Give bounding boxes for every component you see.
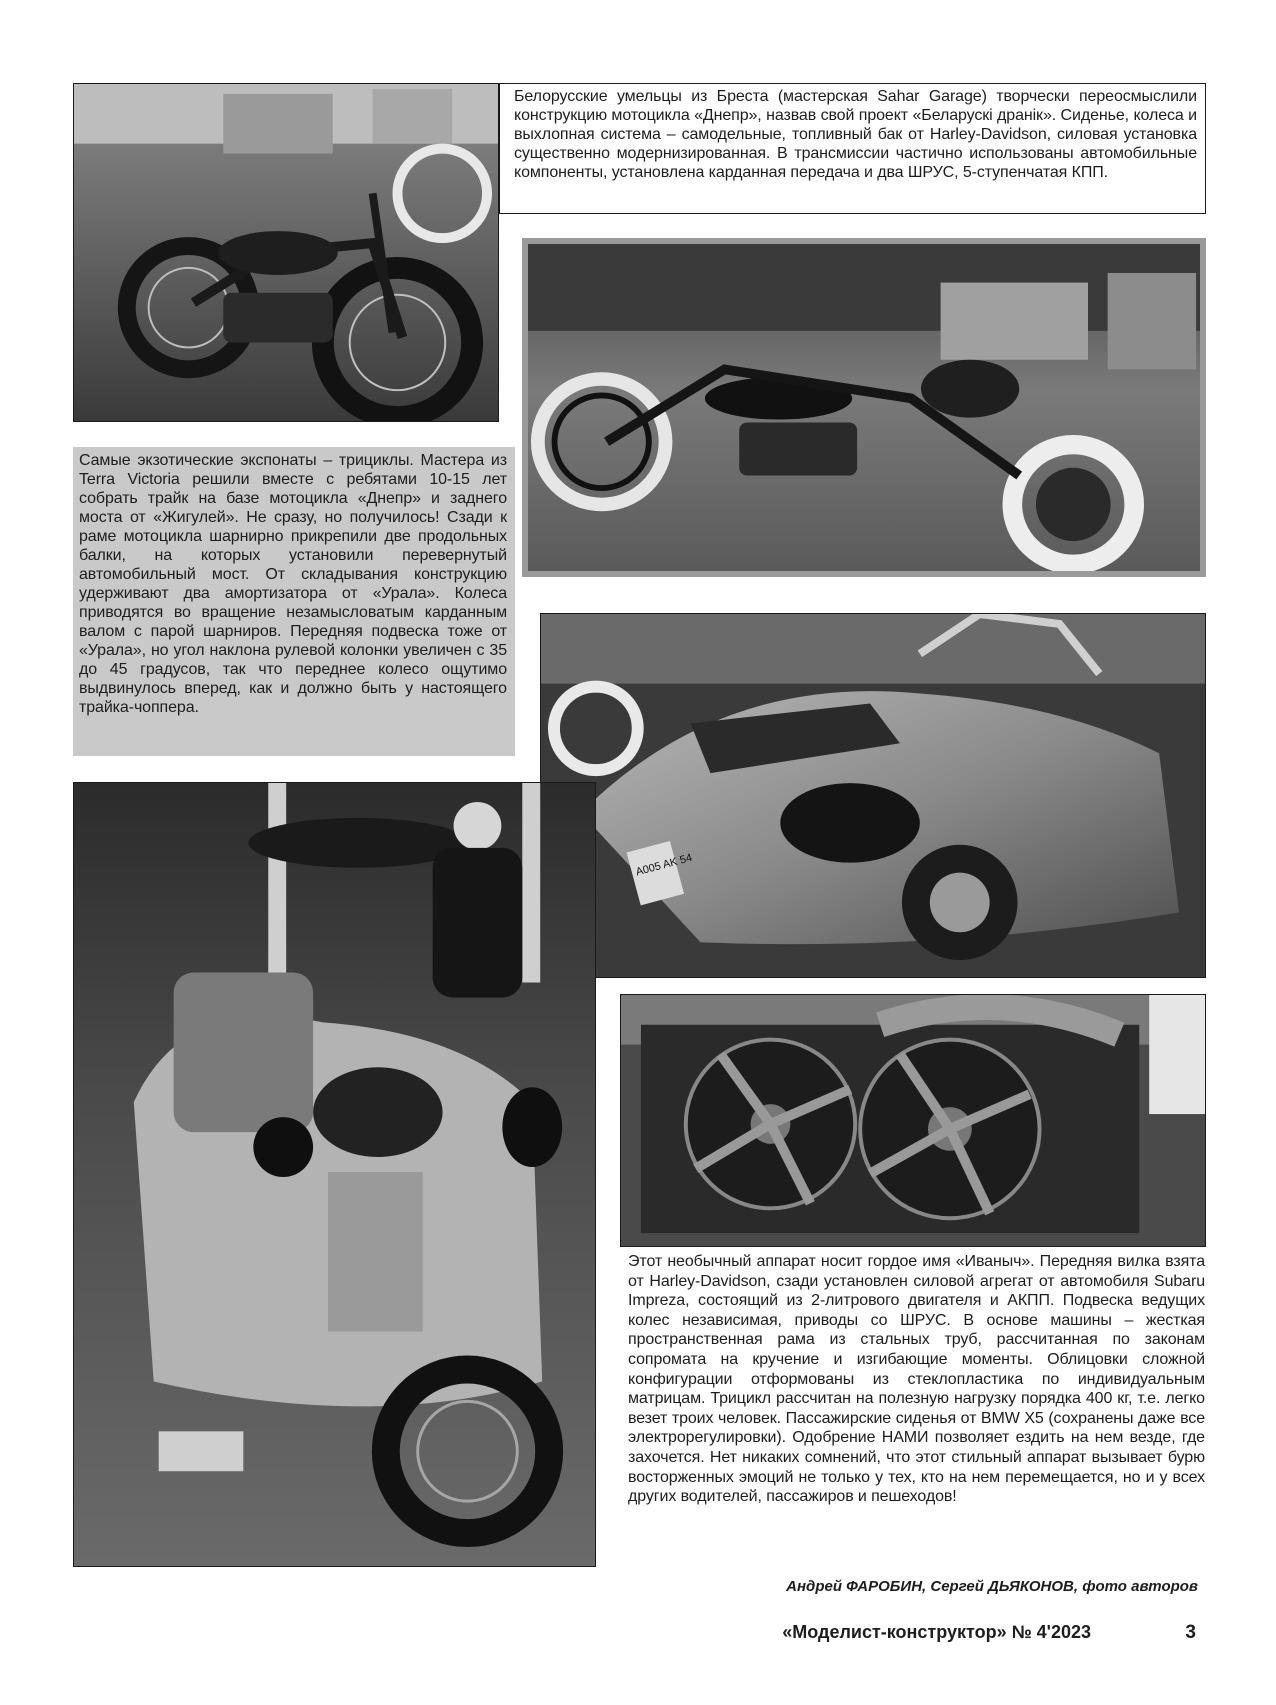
caption-ivanych: Этот необычный аппарат носит гордое имя «Иваныч». Передняя вилка взята от Harley-Davidson, сзади установлен силовой агрегат от автомобиля Subaru Impreza, состоящий из 2-литрового двигателя и АКПП. Подвеска ведущих колес независимая, приводы со ШРУС. В основе машины – жесткая пространственная рама из стальных труб, рассчитанная по законам сопромата на кручение и изгибающие моменты. Облицовки сложной конфигурации отформованы из стеклопластика по индивидуальным матрицам. Трицикл рассчитан на полезную нагрузку порядка 400 кг, т.е. легко везет троих человек. Пассажирские сиденья от BMW X5 (сохранены даже все электрорегулировки). Одобрение НАМИ позволяет ездить на нем везде, где захочется. Нет никаких сомнений, что этот стильный аппарат вызывает бурю восторженных эмоций не только у тех, кто на нем перемещается, но и у всех других водителей, пассажиров и пешеходов! <box>628 1253 1205 1506</box>
radiator-illustration <box>621 995 1205 1246</box>
author-credit: Андрей ФАРОБИН, Сергей ДЬЯКОНОВ, фото авторов <box>786 1578 1198 1595</box>
caption-trikes: Самые экзотические экспонаты – трициклы. Мастера из Terra Victoria решили вместе с ребятами 10-15 лет собрать трайк на базе мотоцикла «Днепр» и заднего моста от «Жигулей». Не сразу, но получилось! Сзади к раме мотоцикла шарнирно прикрепили две продольных балки, на которых установили перевернутый автомобильный мост. От складывания конструкцию удерживают два амортизатора от «Урала». Колеса приводятся во вращение незамысловатым карданным валом с парой шарниров. Передняя подвеска тоже от «Урала», но угол наклона рулевой колонки увеличен с 35 до 45 градусов, так что переднее колесо ощутимо выдвинулось вперед, как и должно быть у настоящего трайка-чоппера. <box>73 447 515 756</box>
ivanych-rider-illustration <box>74 783 595 1566</box>
bobber-illustration <box>74 84 498 421</box>
page-number: 3 <box>1185 1622 1196 1643</box>
photo-ivanych-radiator <box>620 994 1206 1247</box>
ivanych-front-illustration <box>541 614 1205 977</box>
photo-dnepr-bobber <box>73 83 499 422</box>
trike-illustration <box>528 244 1200 571</box>
license-plate: A005 AK 54 <box>634 851 694 879</box>
caption-belarus: Белорусские умельцы из Бреста (мастерская Sahar Garage) творчески переосмыслили конструкцию мотоцикла «Днепр», назвав свой проект «Беларускі дранік». Сиденье, колеса и выхлопная система – самодельные, топливный бак от Harley-Davidson, силовая установка существенно модернизированная. В трансмиссии частично использованы автомобильные компоненты, установлена карданная передача и два ШРУС, 5-ступенчатая КПП. <box>499 83 1206 214</box>
photo-ivanych-front <box>540 613 1206 978</box>
photo-trike-dnepr <box>522 238 1206 577</box>
magazine-footer: «Моделист-конструктор» № 4'2023 <box>782 1622 1091 1642</box>
photo-ivanych-rider <box>73 782 596 1567</box>
